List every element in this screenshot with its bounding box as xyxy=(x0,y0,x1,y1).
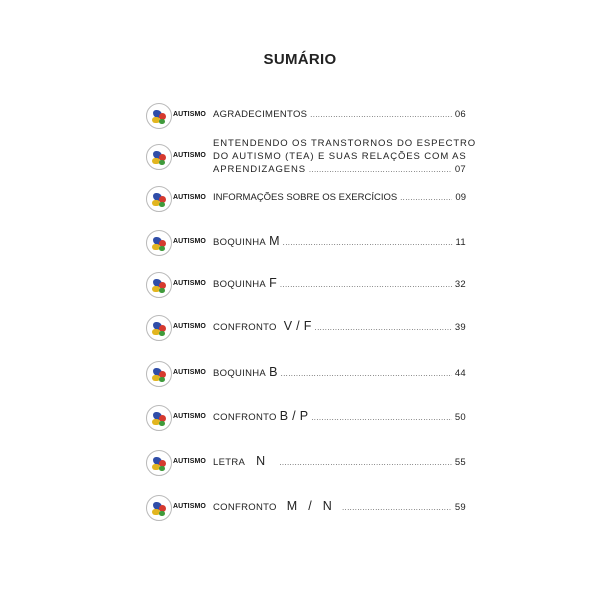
toc-label: BOQUINHA xyxy=(213,237,267,248)
toc-label-line-2: DO AUTISMO (TEA) E SUAS RELAÇÕES COM AS xyxy=(213,151,467,162)
autismo-logo xyxy=(146,494,210,522)
logo-text: AUTISMO xyxy=(173,194,206,201)
toc-label: BOQUINHA xyxy=(213,279,267,290)
toc-page-number: 59 xyxy=(454,502,466,513)
puzzle-heart-icon xyxy=(146,315,172,341)
toc-letter: M xyxy=(269,234,280,248)
puzzle-heart-icon xyxy=(146,272,172,298)
autismo-logo xyxy=(146,404,210,432)
dot-leader xyxy=(311,412,451,423)
toc-page-number: 07 xyxy=(454,164,466,175)
puzzle-heart-icon xyxy=(146,186,172,212)
autismo-logo xyxy=(146,314,210,342)
autismo-logo xyxy=(146,229,210,257)
autismo-logo xyxy=(146,271,210,299)
logo-text: AUTISMO xyxy=(173,323,206,330)
dot-leader xyxy=(281,368,452,379)
toc-letter: B / P xyxy=(279,409,309,423)
toc-page-number: 55 xyxy=(454,457,466,468)
toc-letter: V / F xyxy=(283,319,312,333)
toc-page-number: 39 xyxy=(454,322,466,333)
autismo-logo xyxy=(146,449,210,477)
dot-leader xyxy=(342,502,452,513)
logo-text: AUTISMO xyxy=(173,458,206,465)
autismo-logo xyxy=(146,102,210,130)
logo-text: AUTISMO xyxy=(173,413,206,420)
dot-leader xyxy=(283,237,453,248)
toc-page-number: 09 xyxy=(455,192,466,203)
logo-text: AUTISMO xyxy=(173,111,206,118)
dot-leader xyxy=(315,322,452,333)
dot-leader xyxy=(400,192,452,203)
dot-leader xyxy=(279,457,451,468)
logo-text: AUTISMO xyxy=(173,280,206,287)
page-title: SUMÁRIO xyxy=(263,51,337,68)
toc-page-number: 11 xyxy=(455,237,466,248)
logo-text: AUTISMO xyxy=(173,503,206,510)
toc-page-number: 06 xyxy=(454,109,466,120)
toc-label: BOQUINHA xyxy=(213,368,267,379)
toc-label-line-3: APRENDIZAGENS xyxy=(213,164,306,175)
puzzle-heart-icon xyxy=(146,450,172,476)
toc-label: CONFRONTO xyxy=(213,322,277,333)
toc-page-number: 44 xyxy=(454,368,466,379)
autismo-logo xyxy=(146,360,210,388)
dot-leader xyxy=(310,109,452,120)
toc-page-number: 50 xyxy=(454,412,466,423)
dot-leader xyxy=(280,279,452,290)
puzzle-heart-icon xyxy=(146,144,172,170)
puzzle-heart-icon xyxy=(146,230,172,256)
puzzle-heart-icon xyxy=(146,495,172,521)
autismo-logo xyxy=(146,185,210,213)
autismo-logo xyxy=(146,143,210,171)
toc-letter: F xyxy=(269,276,278,290)
puzzle-heart-icon xyxy=(146,405,172,431)
logo-text: AUTISMO xyxy=(173,152,206,159)
toc-letter: N xyxy=(256,454,266,468)
dot-leader xyxy=(309,163,452,177)
toc-letter: B xyxy=(269,365,278,379)
toc-label: CONFRONTO xyxy=(213,502,277,513)
logo-text: AUTISMO xyxy=(173,369,206,376)
puzzle-heart-icon xyxy=(146,361,172,387)
toc-label-line-1: ENTENDENDO OS TRANSTORNOS DO ESPECTRO xyxy=(213,138,477,149)
logo-text: AUTISMO xyxy=(173,238,206,245)
toc-label: AGRADECIMENTOS xyxy=(213,109,308,120)
toc-label: CONFRONTO xyxy=(213,412,277,423)
toc-page-number: 32 xyxy=(454,279,466,290)
toc-letter: M / N xyxy=(286,499,333,513)
toc-label: INFORMAÇÕES SOBRE OS EXERCÍCIOS xyxy=(213,192,398,203)
puzzle-heart-icon xyxy=(146,103,172,129)
toc-label: LETRA xyxy=(213,457,246,468)
